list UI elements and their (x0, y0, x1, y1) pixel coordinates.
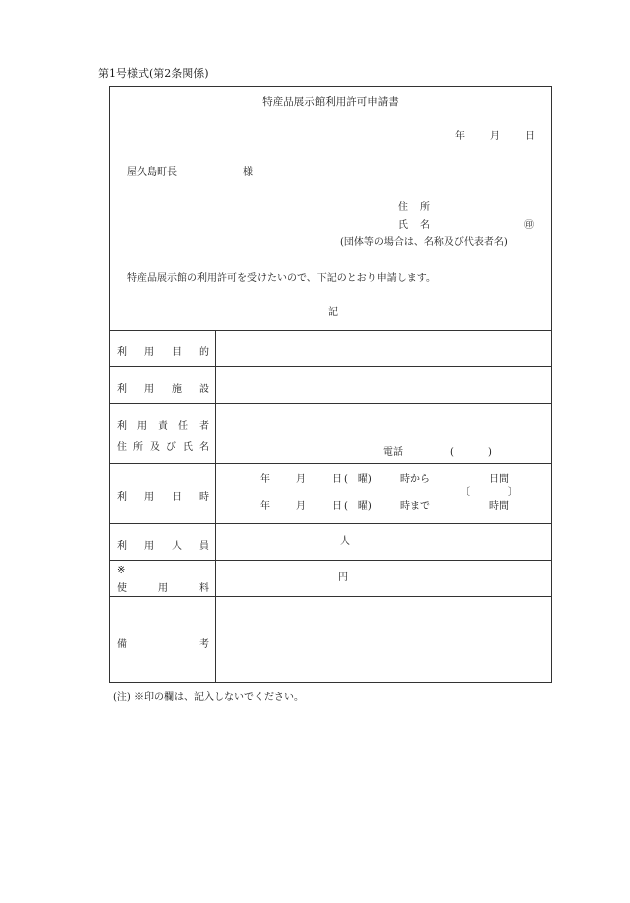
responsible-field[interactable] (216, 404, 553, 446)
addressee-honorific: 様 (243, 167, 253, 178)
start-year: 年 (260, 474, 270, 485)
remarks-field[interactable] (216, 597, 553, 683)
end-month: 月 (296, 501, 306, 512)
date-month: 月 (490, 131, 500, 142)
duration-hours: 時間 (489, 501, 509, 512)
purpose-field[interactable] (216, 331, 553, 366)
address-label-1: 住 (398, 202, 408, 213)
row-divider (110, 560, 551, 561)
date-day: 日 (525, 131, 535, 142)
date-year: 年 (455, 131, 465, 142)
people-unit: 人 (340, 536, 350, 547)
statement: 特産品展示館の利用許可を受けたいので、下記のとおり申請します。 (127, 273, 436, 284)
start-time: 時から (400, 474, 430, 485)
ki-label: 記 (328, 307, 338, 318)
form-id: 第1号様式(第2条関係) (98, 67, 209, 80)
facility-field[interactable] (216, 367, 553, 403)
duration-days: 日間 (489, 474, 509, 485)
end-year: 年 (260, 501, 270, 512)
addressee-name: 屋久島町長 (127, 167, 177, 178)
group-note: (団体等の場合は、名称及び代表者名) (340, 237, 508, 248)
seal-mark: ㊞ (524, 220, 534, 231)
start-weekday: ( 曜) (344, 474, 372, 485)
application-form: 特産品展示館利用許可申請書 年 月 日 屋久島町長 様 住 所 氏 名 ㊞ (団体等の場合は、名称及び代表者名) 特産品展示館の利用許可を受けたいので、下記のとおり申請します。 記 利 用 目 的 利 用 施 設 利 用 責 任 者 住 所 及 び 氏 名 電話 ( ) 利 用 日 時 年 月 日 ( 曜) 時から 日間 〔 〕 年 月 日 ( 曜) 時まで 時間 利 用 人 員 人 ※ 使 用 料 円 備 考 (109, 86, 552, 683)
end-weekday: ( 曜) (344, 501, 372, 512)
phone-paren-open: ( (450, 447, 454, 458)
name-label-2: 名 (420, 220, 430, 231)
address-label-2: 所 (420, 202, 430, 213)
phone-label: 電話 (383, 447, 403, 458)
phone-paren-close: ) (488, 447, 492, 458)
start-day: 日 (332, 474, 342, 485)
fee-office-mark: ※ (117, 565, 126, 576)
end-day: 日 (332, 501, 342, 512)
duration-bracket-close: 〕 (508, 487, 518, 498)
form-title: 特産品展示館利用許可申請書 (262, 96, 399, 108)
start-month: 月 (296, 474, 306, 485)
duration-bracket-open: 〔 (460, 487, 470, 498)
end-time: 時まで (400, 501, 430, 512)
fee-unit: 円 (338, 572, 348, 583)
row-divider (110, 463, 551, 464)
people-field[interactable] (216, 524, 553, 560)
name-label-1: 氏 (398, 220, 408, 231)
footnote: (注) ※印の欄は、記入しないでください。 (113, 692, 304, 703)
